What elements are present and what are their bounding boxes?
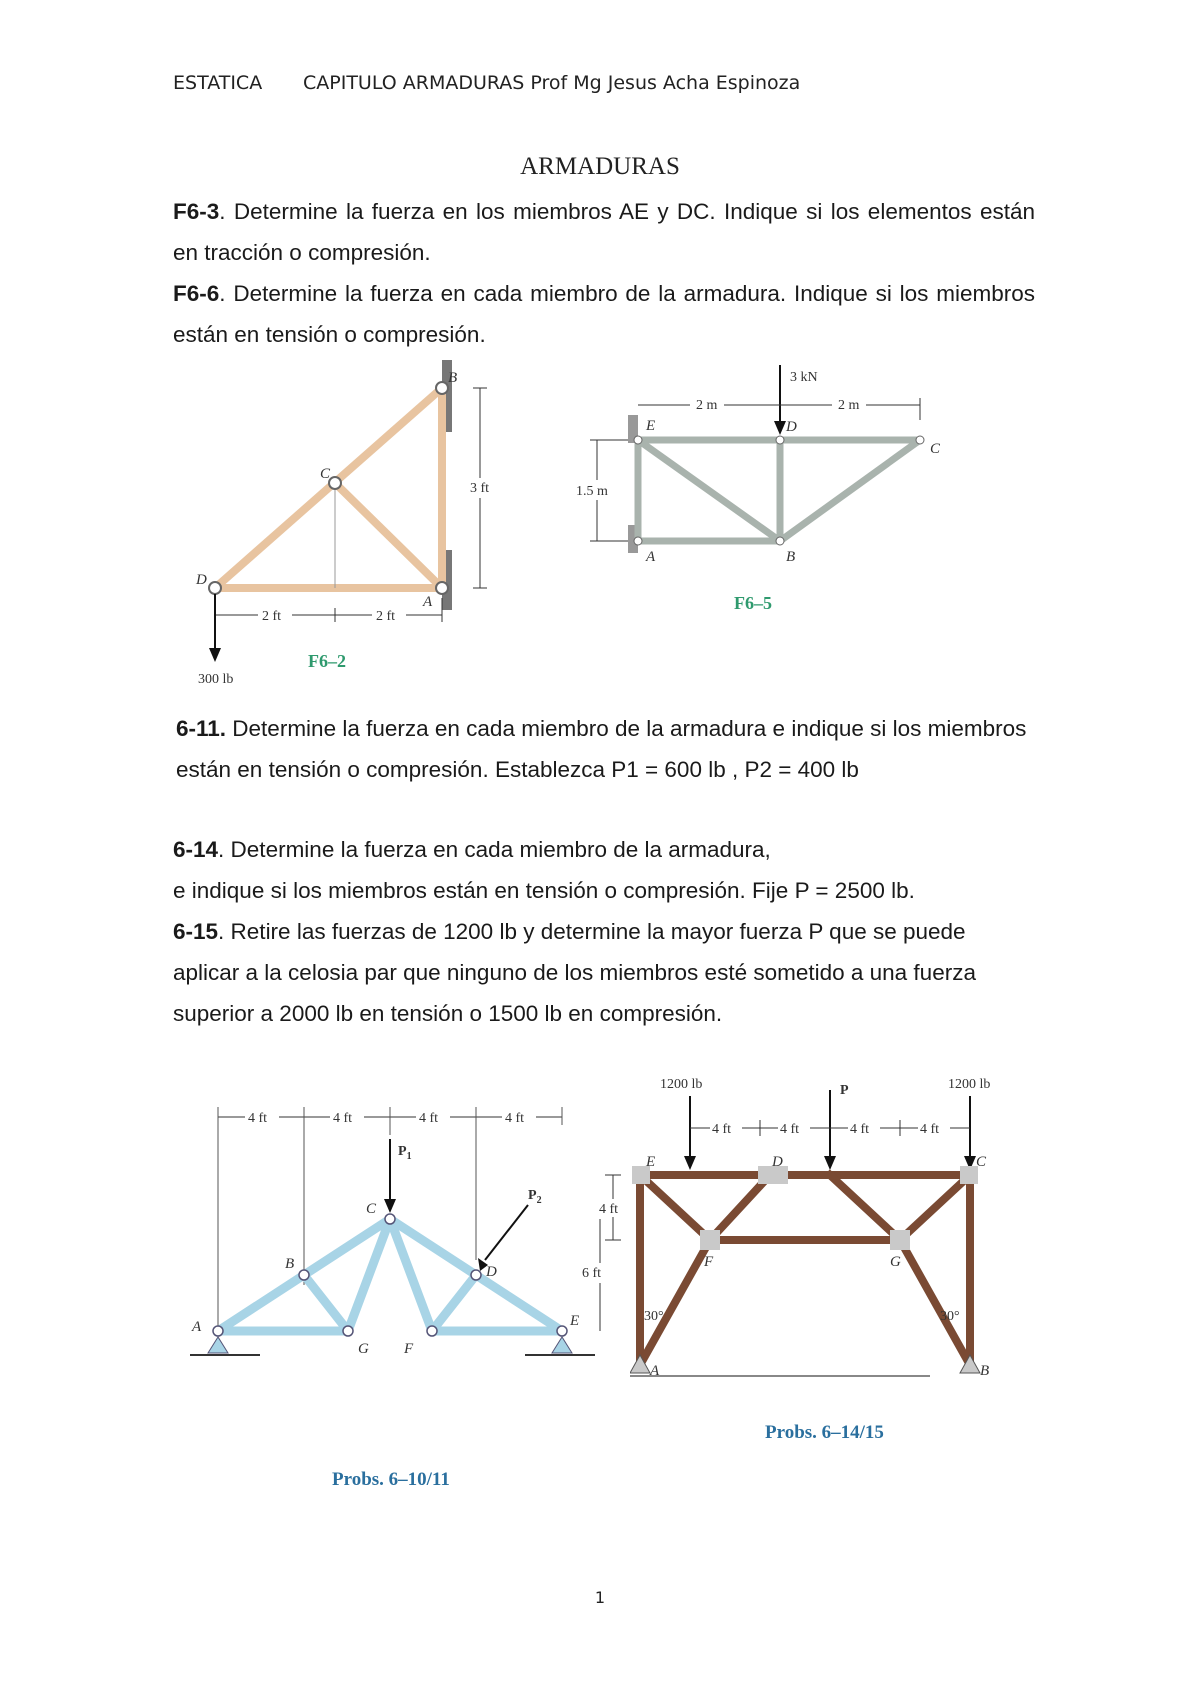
member-gc [900, 1175, 970, 1240]
label-c: C [976, 1154, 987, 1170]
dim-left: 2 m [696, 398, 718, 413]
dim-3: 4 ft [419, 1111, 439, 1126]
load-p1-head [384, 1199, 396, 1213]
label-c: C [930, 441, 940, 457]
load-p2-label: $P_2$ [528, 1188, 542, 1206]
problem-6-15 [173, 911, 1035, 1034]
label-a: A [646, 549, 656, 565]
dim-3: 4 ft [850, 1122, 870, 1137]
problem-text: . Retire las fuerzas de 1200 lb y determine la mayor fuerza P que se puede aplicar a la celosia par que ninguno de los miembros esté sometido a una fuerza superior a 2000 lb en tensión o 1500 lb en compresión. [173, 919, 976, 1026]
dim-height: 4 ft [599, 1202, 619, 1217]
label-c: C [366, 1201, 377, 1217]
angle-right: 30° [940, 1309, 960, 1324]
dim-1: 4 ft [712, 1122, 732, 1137]
label-d: D [772, 1154, 783, 1170]
load-right-label: 1200 lb [948, 1077, 991, 1092]
problem-6-14 [173, 829, 1035, 870]
figure-caption: F6–5 [734, 593, 772, 613]
dim-height-6-14 [595, 1165, 631, 1245]
dim-left: 2 ft [262, 609, 282, 624]
figure-caption: Probs. 6–14/15 [765, 1422, 884, 1443]
problem-f6-6 [173, 273, 1035, 355]
problem-f6-3 [173, 191, 1035, 273]
load-label: 300 lb [198, 672, 234, 687]
load-p2-shaft [485, 1205, 528, 1260]
joint-a [634, 537, 642, 545]
load-left-label: 1200 lb [660, 1077, 703, 1092]
dim-right: 2 ft [376, 609, 396, 624]
member-fa [640, 1240, 710, 1365]
member-ca [335, 483, 442, 588]
joint-b [299, 1270, 309, 1280]
problem-id: 6-14 [173, 837, 219, 862]
page-header [173, 72, 800, 94]
label-d: D [196, 572, 207, 588]
problem-id: 6-15 [173, 919, 219, 944]
member-eb [638, 440, 780, 541]
problem-text: . Determine la fuerza en los miembros AE y DC. Indique si los elementos están en tracción o compresión. [173, 199, 1035, 265]
label-a: A [423, 594, 433, 610]
joint-f [427, 1326, 437, 1336]
angle-left: 30° [644, 1309, 664, 1324]
joint-a [436, 582, 448, 594]
load-p1-label: $P_1$ [398, 1144, 412, 1162]
label-e: E [646, 418, 656, 434]
member-bc [780, 440, 920, 541]
problem-6-14-cont [173, 870, 1035, 911]
load-center-label: P [840, 1083, 849, 1098]
dim-right: 2 m [838, 398, 860, 413]
label-f: F [404, 1341, 414, 1357]
dim-2: 4 ft [333, 1111, 353, 1126]
joint-c [385, 1214, 395, 1224]
truss-members [218, 1219, 562, 1331]
load-arrow-head [774, 421, 786, 435]
gusset-f [700, 1230, 720, 1250]
course-name: ESTATICA [173, 72, 263, 94]
problem-text: Determine la fuerza en cada miembro de la armadura e indique si los miembros están en tensión o compresión. Establezca P1 = 600 lb , P2 = 400 lb [176, 716, 1027, 782]
pin-support-a [208, 1337, 228, 1353]
joint-d [776, 436, 784, 444]
member-gb [900, 1240, 970, 1365]
label-f: F [704, 1254, 714, 1270]
joint-c [916, 436, 924, 444]
label-c: C [320, 466, 331, 482]
joint-d [471, 1270, 481, 1280]
label-g: G [890, 1254, 901, 1270]
label-d: D [786, 419, 797, 435]
label-a: A [192, 1319, 202, 1335]
dim-height: 1.5 m [576, 484, 608, 499]
load-center-head [824, 1156, 836, 1170]
joint-b [776, 537, 784, 545]
member-dg [830, 1175, 900, 1240]
figure-f6-2 [180, 360, 510, 690]
problem-6-11 [176, 708, 1038, 790]
dim-4: 4 ft [920, 1122, 940, 1137]
figure-prob-6-14-15 [630, 1070, 1020, 1470]
joint-e [634, 436, 642, 444]
dim-height: 6 ft [582, 1266, 602, 1281]
document-title: ARMADURAS [520, 153, 680, 180]
gusset-g [890, 1230, 910, 1250]
dim-4: 4 ft [505, 1111, 525, 1126]
joint-c [329, 477, 341, 489]
problem-id: 6-11. [176, 716, 227, 741]
label-d: D [486, 1264, 497, 1280]
problem-id: F6-6 [173, 281, 220, 306]
figure-caption: Probs. 6–10/11 [332, 1469, 450, 1490]
figure-prob-6-10-11 [180, 1095, 610, 1495]
member-fd [432, 1275, 476, 1331]
load-arrow-head [209, 648, 221, 662]
problem-text: . Determine la fuerza en cada miembro de la armadura, [218, 837, 771, 862]
joint-a [213, 1326, 223, 1336]
problem-text: . Determine la fuerza en cada miembro de la armadura. Indique si los miembros están en tensión o compresión. [173, 281, 1035, 347]
label-g: G [358, 1341, 369, 1357]
chapter-info: CAPITULO ARMADURAS Prof Mg Jesus Acha Espinoza [303, 72, 801, 94]
member-ef [640, 1175, 710, 1240]
joint-e [557, 1326, 567, 1336]
member-bg [304, 1275, 348, 1331]
figure-caption: F6–2 [308, 651, 346, 671]
joint-b [436, 382, 448, 394]
dim-height: 3 ft [470, 481, 490, 496]
label-b: B [285, 1256, 295, 1272]
label-e: E [570, 1313, 580, 1329]
label-b: B [980, 1363, 990, 1379]
label-a: A [650, 1363, 660, 1379]
roller-support-e [552, 1337, 572, 1353]
figure-f6-5 [570, 365, 940, 620]
problem-text: e indique si los miembros están en tensión o compresión. Fije P = 2500 lb. [173, 878, 915, 903]
joint-g [343, 1326, 353, 1336]
joint-d [209, 582, 221, 594]
load-label: 3 kN [790, 370, 818, 385]
truss-members [640, 1175, 970, 1365]
problem-id: F6-3 [173, 199, 220, 224]
dim-1: 4 ft [248, 1111, 268, 1126]
label-b: B [786, 549, 796, 565]
label-b: B [448, 370, 458, 386]
dim-2: 4 ft [780, 1122, 800, 1137]
page-number: 1 [594, 1588, 606, 1607]
load-left-head [684, 1156, 696, 1170]
label-e: E [646, 1154, 656, 1170]
